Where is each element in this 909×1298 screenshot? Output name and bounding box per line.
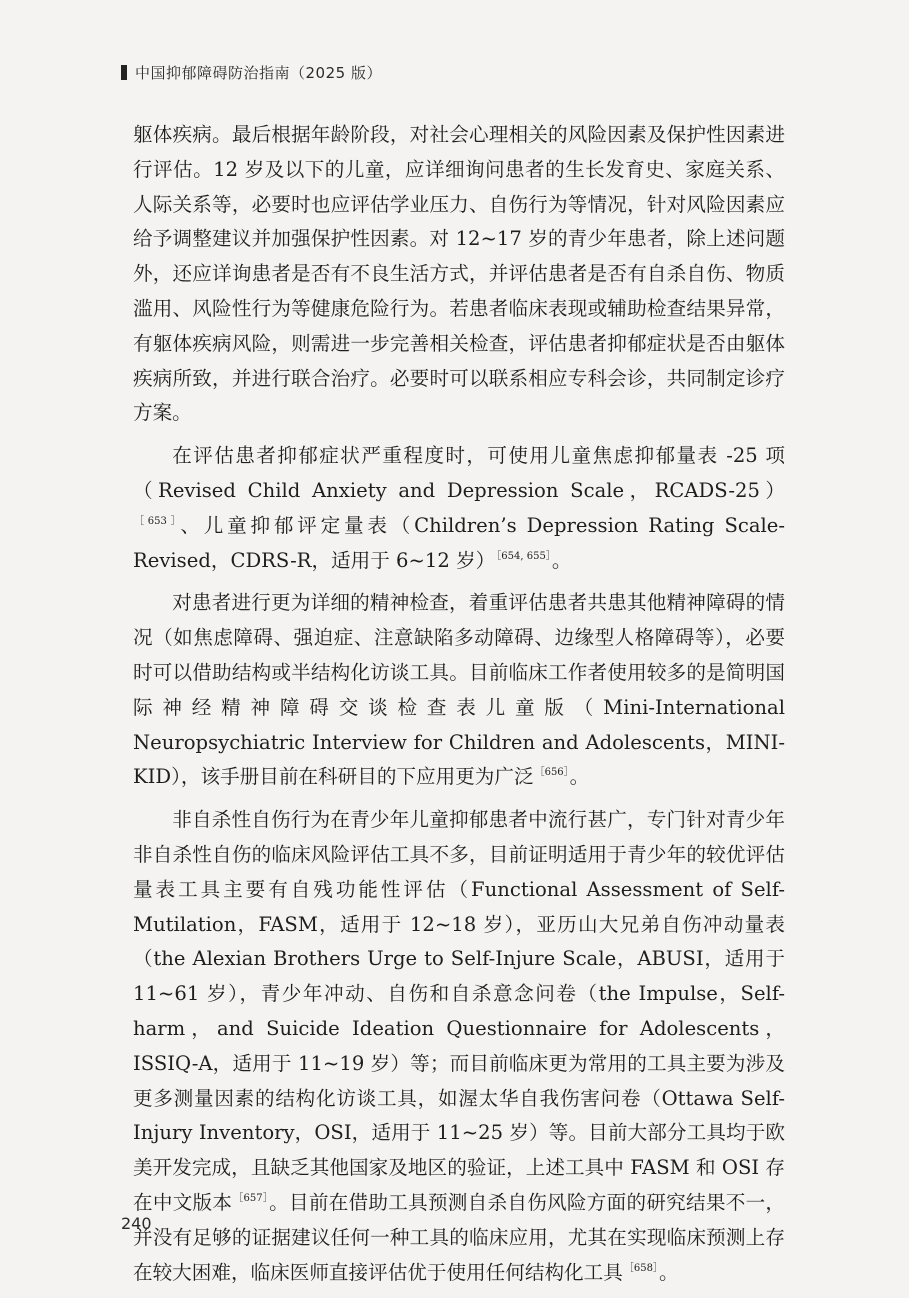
paragraph-text: 在评估患者抑郁症状严重程度时，可使用儿童焦虑抑郁量表 -25 项（Revised Child Anxiety and Depression Scale，RCADS-25） [133, 444, 785, 502]
paragraph-text: 。目前在借助工具预测自杀自伤风险方面的研究结果不一，并没有足够的证据建议任何一种工具的临床应用，尤其在实现临床预测上存在较大困难，临床医师直接评估优于使用任何结构化工具 [133, 1190, 786, 1284]
paragraph-text: 。 [658, 1260, 679, 1284]
paragraph-text: 对患者进行更为详细的精神检查，着重评估患者共患其他精神障碍的情况（如焦虑障碍、强迫症、注意缺陷多动障碍、边缘型人格障碍等），必要时可以借助结构或半结构化访谈工具。目前临床工作者使用较多的是简明国际神经精神障碍交谈检查表儿童版（Mini-International Neuropsychiatric Interview for Children and Adolescents，MINI-KID），该手册目前在科研目的下应用更为广泛 [133, 591, 785, 789]
paragraph-text: 、儿童抑郁评定量表（Children’s Depression Rating Scale-Revised，CDRS-R，适用于 6~12 岁） [133, 513, 785, 572]
body-text [133, 118, 785, 1298]
paragraph [133, 439, 785, 578]
paragraph [133, 803, 785, 1290]
paragraph-text: 。 [551, 548, 572, 572]
paragraph-text: 非自杀性自伤行为在青少年儿童抑郁患者中流行甚广，专门针对青少年非自杀性自伤的临床风险评估工具不多，目前证明适用于青少年的较优评估量表工具主要有自残功能性评估（Functional Assessment of Self-Mutilation，FASM，适用于 12~18 岁），亚历山大兄弟自伤冲动量表（the Alexian Brothers Urge to Self-Injure Scale，ABUSI，适用于 11~61 岁），青少年冲动、自伤和自杀意念问卷（the Impulse，Self-harm，and Suicide Ideation Questionnaire for Adolescents，ISSIQ-A，适用于 11~19 岁）等；而目前临床更为常用的工具主要为涉及更多测量因素的结构化访谈工具，如渥太华自我伤害问卷（Ottawa Self-Injury Inventory，OSI，适用于 11~25 岁）等。目前大部分工具均于欧美开发完成，且缺乏其他国家及地区的验证，上述工具中 FASM 和 OSI 存在中文版本 [133, 808, 785, 1214]
paragraph-text: 躯体疾病。最后根据年龄阶段，对社会心理相关的风险因素及保护性因素进行评估。12 岁及以下的儿童，应详细询问患者的生长发育史、家庭关系、人际关系等，必要时也应评估学业压力、自伤行为等情况，针对风险因素应给予调整建议并加强保护性因素。对 12~17 岁的青少年患者，除上述问题外，还应详询患者是否有不良生活方式，并评估患者是否有自杀自伤、物质滥用、风险性行为等健康危险行为。若患者临床表现或辅助检查结果异常，有躯体疾病风险，则需进一步完善相关检查，评估患者抑郁症状是否由躯体疾病所致，并进行联合治疗。必要时可以联系相应专科会诊，共同制定诊疗方案。 [133, 123, 785, 425]
header-marker-icon [121, 65, 127, 80]
running-header [121, 62, 382, 83]
paragraph [133, 586, 785, 795]
citation-reference: ［656］ [534, 767, 569, 779]
citation-reference: ［653］ [134, 515, 180, 527]
citation-reference: ［654, 655］ [496, 550, 551, 562]
citation-reference: ［658］ [623, 1262, 658, 1274]
citation-reference: ［657］ [233, 1192, 269, 1204]
page-number: 240 [121, 1214, 152, 1233]
paragraph [133, 118, 785, 431]
running-header-title: 中国抑郁障碍防治指南（2025 版） [135, 64, 382, 82]
paragraph-text: 。 [569, 765, 590, 789]
